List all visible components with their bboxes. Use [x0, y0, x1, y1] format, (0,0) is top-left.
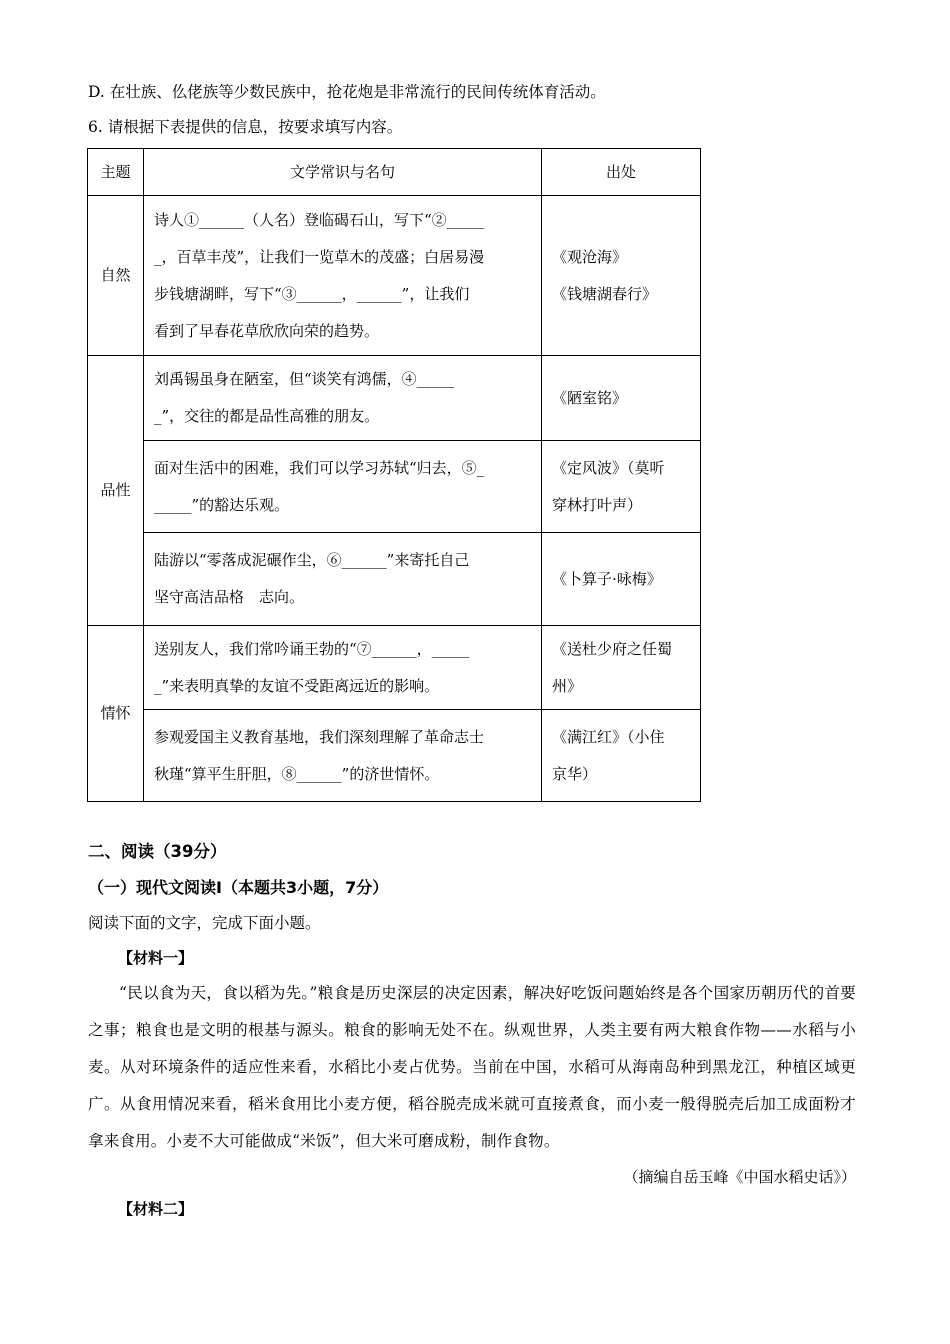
cell-line: 州》 [552, 676, 583, 695]
header-knowledge: 文学常识与名句 [144, 149, 542, 196]
cell-line: 《卜算子·咏梅》 [552, 569, 662, 588]
cell-line: 看到了早春花草欣欣向荣的趋势。 [154, 321, 380, 340]
theme-nature: 自然 [88, 196, 144, 356]
cell-line: 秋瑾“算平生肝胆，⑧______”的济世情怀。 [154, 764, 440, 783]
cell-line: 《定风波》（莫听 [552, 458, 665, 477]
question-6-prompt: 6. 请根据下表提供的信息，按要求填写内容。 [88, 118, 403, 136]
table-row [88, 626, 701, 710]
table-row [88, 356, 701, 441]
source-cell [542, 441, 701, 533]
cell-line: 《满江红》（小住 [552, 727, 665, 746]
table-header-row [88, 149, 701, 196]
cell-line: _”，交往的都是品性高雅的朋友。 [154, 407, 380, 425]
reading-instruction: 阅读下面的文字，完成下面小题。 [88, 914, 321, 932]
material-2-label: 【材料二】 [118, 1200, 194, 1218]
theme-character: 品性 [88, 356, 144, 626]
knowledge-cell [144, 533, 542, 626]
cell-line: 穿林打叶声） [552, 495, 643, 514]
knowledge-cell [144, 710, 542, 802]
section-title: 二、阅读（39分） [88, 842, 227, 861]
cell-line: 《送杜少府之任蜀 [552, 639, 673, 658]
option-d-text: D. 在壮族、仫佬族等少数民族中，抢花炮是非常流行的民间传统体育活动。 [88, 83, 606, 101]
cell-line: 面对生活中的困难，我们可以学习苏轼“归去，⑤_ [154, 458, 485, 477]
cell-line: 坚守高洁品格 志向。 [154, 588, 305, 606]
material-1-paragraph: “民以食为天，食以稻为先。”粮食是历史深层的决定因素，解决好吃饭问题始终是各个国家历朝历代的首要之事；粮食也是文明的根基与源头。粮食的影响无处不在。纵观世界，人类主要有两大粮食作物——水稻与小麦。从对环境条件的适应性来看，水稻比小麦占优势。当前在中国，水稻可从海南岛种到黑龙江，种植区域更广。从食用情况来看，稻米食用比小麦方便，稻谷脱壳成米就可直接煮食，而小麦一般得脱壳后加工成面粉才拿来食用。小麦不大可能做成“米饭”，但大米可磨成粉，制作食物。 [88, 984, 856, 1150]
cell-line: 诗人①______（人名）登临碣石山，写下“②_____ [154, 210, 485, 229]
source-cell [542, 626, 701, 710]
cell-line: 步钱塘湖畔，写下“③______，______”，让我们 [154, 284, 470, 303]
table-row [88, 196, 701, 356]
source-cell [542, 356, 701, 441]
material-1-source: （摘编自岳玉峰《中国水稻史话》） [623, 1168, 856, 1186]
source-cell [542, 533, 701, 626]
source-cell [542, 196, 701, 356]
cell-line: 《观沧海》 [552, 247, 628, 266]
cell-line: 京华） [552, 764, 598, 783]
cell-line: 《陋室铭》 [552, 388, 628, 407]
cell-line: 《钱塘湖春行》 [552, 284, 658, 303]
cell-line: 刘禹锡虽身在陋室，但“谈笑有鸿儒，④_____ [154, 370, 455, 388]
cell-line: 陆游以“零落成泥碾作尘，⑥______”来寄托自己 [154, 551, 470, 569]
knowledge-cell [144, 196, 542, 356]
knowledge-cell [144, 626, 542, 710]
cell-line: _”来表明真挚的友谊不受距离远近的影响。 [154, 676, 440, 695]
cell-line: 送别友人，我们常吟诵王勃的“⑦______，_____ [154, 639, 470, 658]
knowledge-cell [144, 441, 542, 533]
table-row [88, 533, 701, 626]
subsection-title: （一）现代文阅读Ⅰ（本题共3小题，7分） [88, 878, 389, 897]
cell-line: _____”的豁达乐观。 [154, 495, 290, 514]
material-1-label: 【材料一】 [118, 949, 194, 967]
cell-line: _，百草丰茂”，让我们一览草木的茂盛；白居易漫 [154, 247, 485, 266]
header-source: 出处 [542, 149, 701, 196]
knowledge-cell [144, 356, 542, 441]
cell-line: 参观爱国主义教育基地，我们深刻理解了革命志士 [154, 727, 485, 746]
source-cell [542, 710, 701, 802]
literature-table [87, 148, 701, 802]
table-row [88, 710, 701, 802]
header-theme: 主题 [88, 149, 144, 196]
theme-sentiment: 情怀 [88, 626, 144, 802]
table-row [88, 441, 701, 533]
